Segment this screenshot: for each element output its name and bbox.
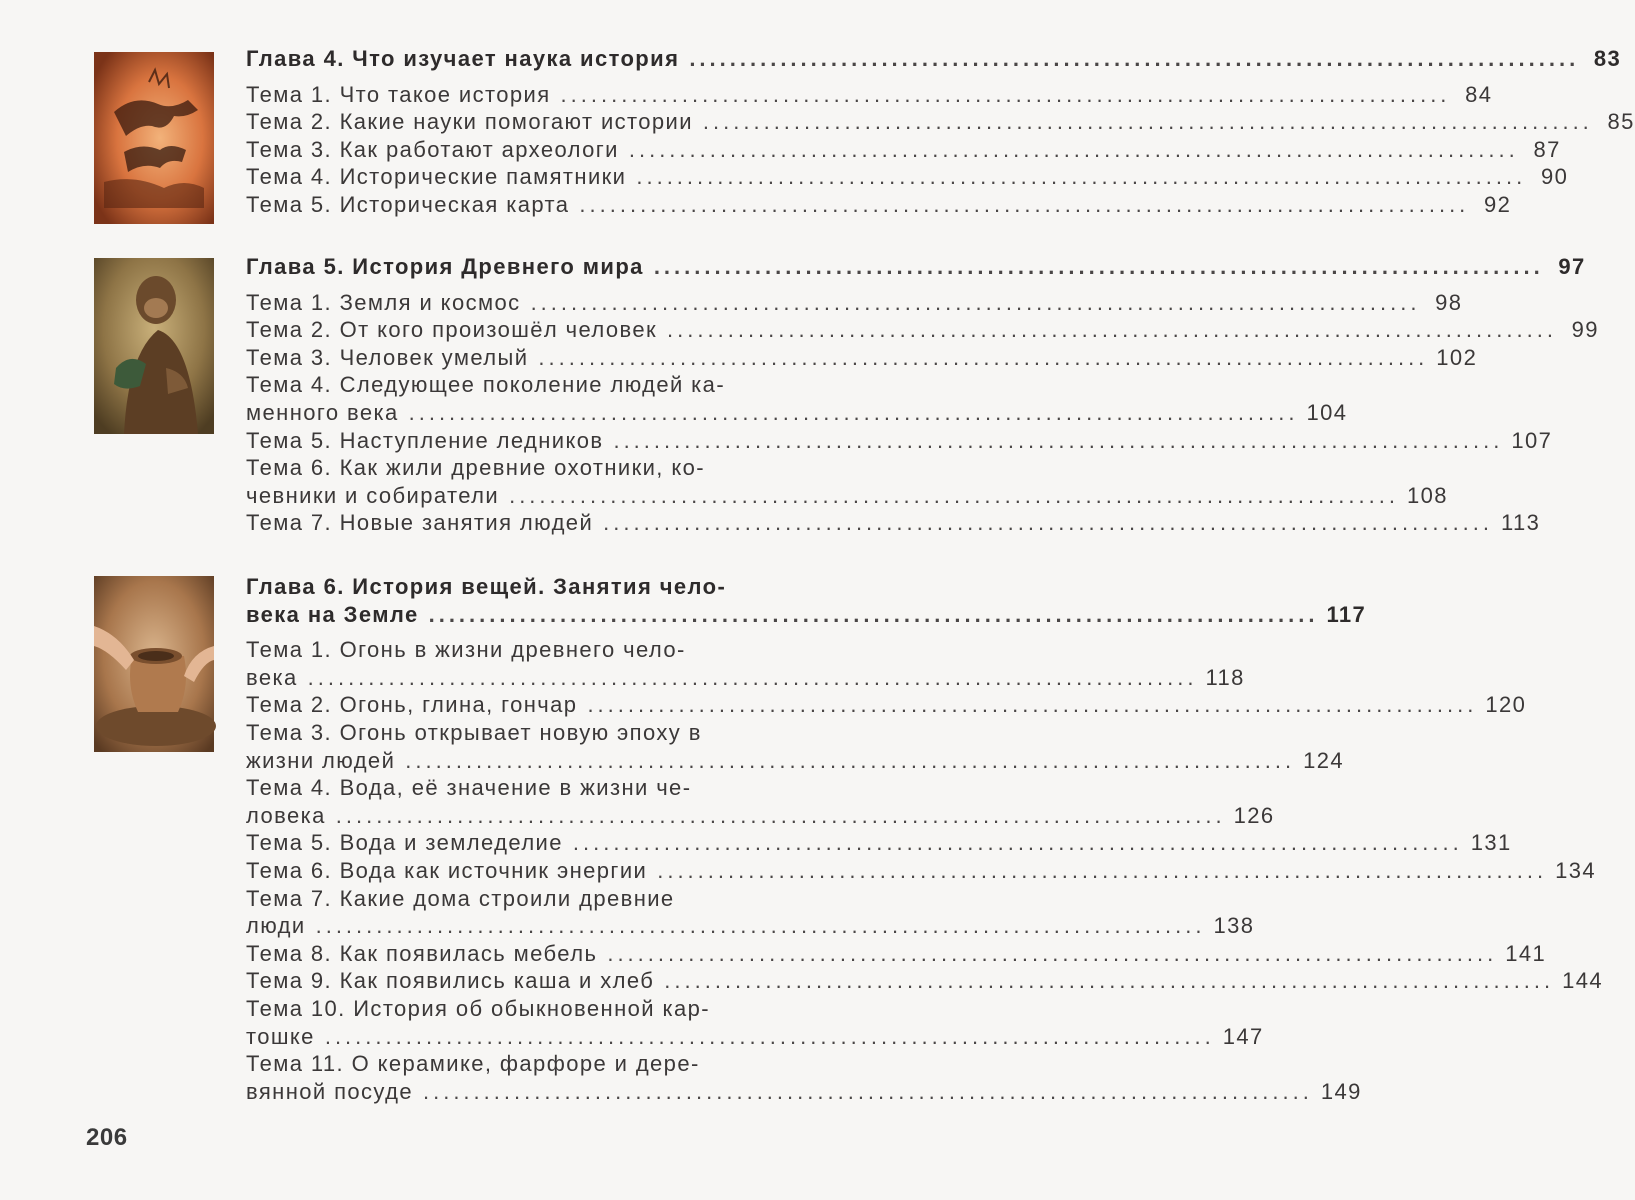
leader-dots [325, 1024, 1215, 1050]
chapter-page-number: 117 [1326, 601, 1367, 627]
toc-page-number: 131 [1470, 830, 1512, 856]
leader-dots [603, 510, 1493, 536]
toc-page-number: 113 [1501, 510, 1541, 536]
leader-dots [689, 46, 1579, 72]
toc-entry[interactable]: чевники и собиратели ..... 108 [246, 483, 882, 511]
toc-page-number: 124 [1303, 747, 1345, 773]
toc-entry-line[interactable]: Тема 7. Какие дома строили древние [246, 885, 675, 911]
leader-dots [579, 192, 1469, 218]
toc-page-number: 118 [1205, 664, 1245, 690]
toc-entry[interactable]: тошке ..... 147 [246, 1024, 882, 1052]
leader-dots [657, 858, 1547, 884]
toc-entry[interactable]: Тема 7. Новые занятия людей ..... 113 [246, 510, 882, 538]
toc-entry[interactable]: люди ..... 138 [246, 913, 882, 941]
chapter-4-title[interactable]: Глава 4. Что изучает наука история ..... 83 [246, 46, 882, 74]
page-number: 206 [86, 1124, 128, 1151]
toc-entry[interactable]: ловека ..... 126 [246, 803, 882, 831]
toc-page-number: 92 [1484, 191, 1512, 217]
leader-dots [629, 137, 1519, 163]
cave-painting-image [94, 52, 214, 224]
chapter-4-toc [246, 46, 1635, 220]
toc-entry[interactable]: Тема 2. Огонь, глина, гончар ..... 120 [246, 692, 882, 720]
early-human-image [94, 258, 214, 434]
chapter-6-toc [246, 574, 1604, 1106]
leader-dots [561, 82, 1451, 108]
toc-entry-line[interactable]: Тема 10. История об обыкновенной кар- [246, 995, 710, 1021]
leader-dots [509, 483, 1399, 509]
toc-entry[interactable]: Тема 4. Исторические памятники ..... 90 [246, 164, 882, 192]
chapter-page-number: 83 [1593, 46, 1622, 71]
leader-dots [587, 692, 1477, 718]
leader-dots [613, 428, 1503, 454]
leader-dots [607, 941, 1497, 967]
toc-entry[interactable]: Тема 9. Как появились каша и хлеб ..... 144 [246, 968, 882, 996]
toc-entry-line[interactable]: Тема 3. Огонь открывает новую эпоху в [246, 719, 702, 745]
toc-page-number: 102 [1436, 344, 1478, 370]
toc-page-number: 107 [1511, 427, 1553, 453]
leader-dots [308, 665, 1198, 691]
leader-dots [409, 400, 1299, 426]
toc-page-number: 84 [1465, 81, 1493, 107]
toc-entry[interactable]: Тема 1. Что такое история ..... 84 [246, 82, 882, 110]
toc-entry[interactable]: Тема 8. Как появилась мебель ..... 141 [246, 941, 882, 969]
leader-dots [636, 164, 1526, 190]
toc-entry[interactable]: вянной посуде ..... 149 [246, 1079, 882, 1107]
toc-entry[interactable]: менного века ..... 104 [246, 400, 882, 428]
toc-page-number: 134 [1555, 857, 1597, 883]
leader-dots [316, 913, 1206, 939]
chapter-5-toc [246, 254, 1599, 538]
leader-dots [405, 748, 1295, 774]
toc-page-number: 108 [1406, 482, 1448, 508]
toc-entry-line[interactable]: Тема 1. Огонь в жизни древнего чело- [246, 637, 686, 663]
chapter-6-title-line[interactable]: Глава 6. История вещей. Занятия чело- [246, 574, 727, 599]
toc-entry[interactable]: Тема 1. Земля и космос ..... 98 [246, 290, 882, 318]
toc-page-number: 85 [1607, 109, 1635, 135]
toc-page-number: 147 [1222, 1023, 1264, 1049]
toc-page-number: 126 [1233, 802, 1275, 828]
leader-dots [654, 254, 1544, 280]
leader-dots [423, 1079, 1313, 1105]
toc-page-number: 98 [1435, 289, 1463, 315]
leader-dots [664, 968, 1554, 994]
toc-entry-line[interactable]: Тема 6. Как жили древние охотники, ко- [246, 455, 705, 481]
toc-page-number: 87 [1533, 136, 1561, 162]
leader-dots [573, 830, 1463, 856]
chapter-6-title[interactable]: века на Земле ..... 117 [246, 602, 882, 630]
toc-entry[interactable]: Тема 5. Вода и земледелие ..... 131 [246, 830, 882, 858]
chapter-5-title[interactable]: Глава 5. История Древнего мира ..... 97 [246, 254, 882, 282]
toc-page-number: 141 [1505, 940, 1547, 966]
toc-page-number: 90 [1540, 164, 1569, 190]
leader-dots [336, 803, 1226, 829]
toc-entry[interactable]: жизни людей ..... 124 [246, 748, 882, 776]
toc-entry[interactable]: Тема 5. Историческая карта ..... 92 [246, 192, 882, 220]
leader-dots [703, 109, 1593, 135]
toc-entry[interactable]: Тема 2. Какие науки помогают истории ..... 85 [246, 109, 882, 137]
toc-page-number: 144 [1562, 968, 1604, 994]
chapter-page-number: 97 [1558, 254, 1586, 279]
toc-page-number: 120 [1485, 692, 1527, 718]
leader-dots [429, 602, 1319, 628]
toc-entry[interactable]: Тема 3. Человек умелый ..... 102 [246, 345, 882, 373]
toc-entry-line[interactable]: Тема 4. Следующее поколение людей ка- [246, 372, 726, 398]
toc-page-number: 149 [1320, 1078, 1362, 1104]
toc-page-number: 138 [1213, 913, 1255, 939]
toc-entry[interactable]: Тема 3. Как работают археологи ..... 87 [246, 137, 882, 165]
leader-dots [538, 345, 1428, 371]
toc-entry-line[interactable]: Тема 11. О керамике, фарфоре и дере- [246, 1051, 700, 1077]
leader-dots [531, 290, 1421, 316]
toc-page-number: 104 [1306, 399, 1348, 425]
toc-entry[interactable]: Тема 2. От кого произошёл человек ..... 99 [246, 317, 882, 345]
pottery-wheel-image [94, 576, 214, 752]
toc-entry[interactable]: Тема 6. Вода как источник энергии ..... 134 [246, 858, 882, 886]
leader-dots [667, 317, 1557, 343]
toc-entry-line[interactable]: Тема 4. Вода, её значение в жизни че- [246, 775, 692, 801]
toc-page-number: 99 [1571, 317, 1599, 343]
toc-entry[interactable]: века ..... 118 [246, 665, 882, 693]
toc-entry[interactable]: Тема 5. Наступление ледников ..... 107 [246, 428, 882, 456]
